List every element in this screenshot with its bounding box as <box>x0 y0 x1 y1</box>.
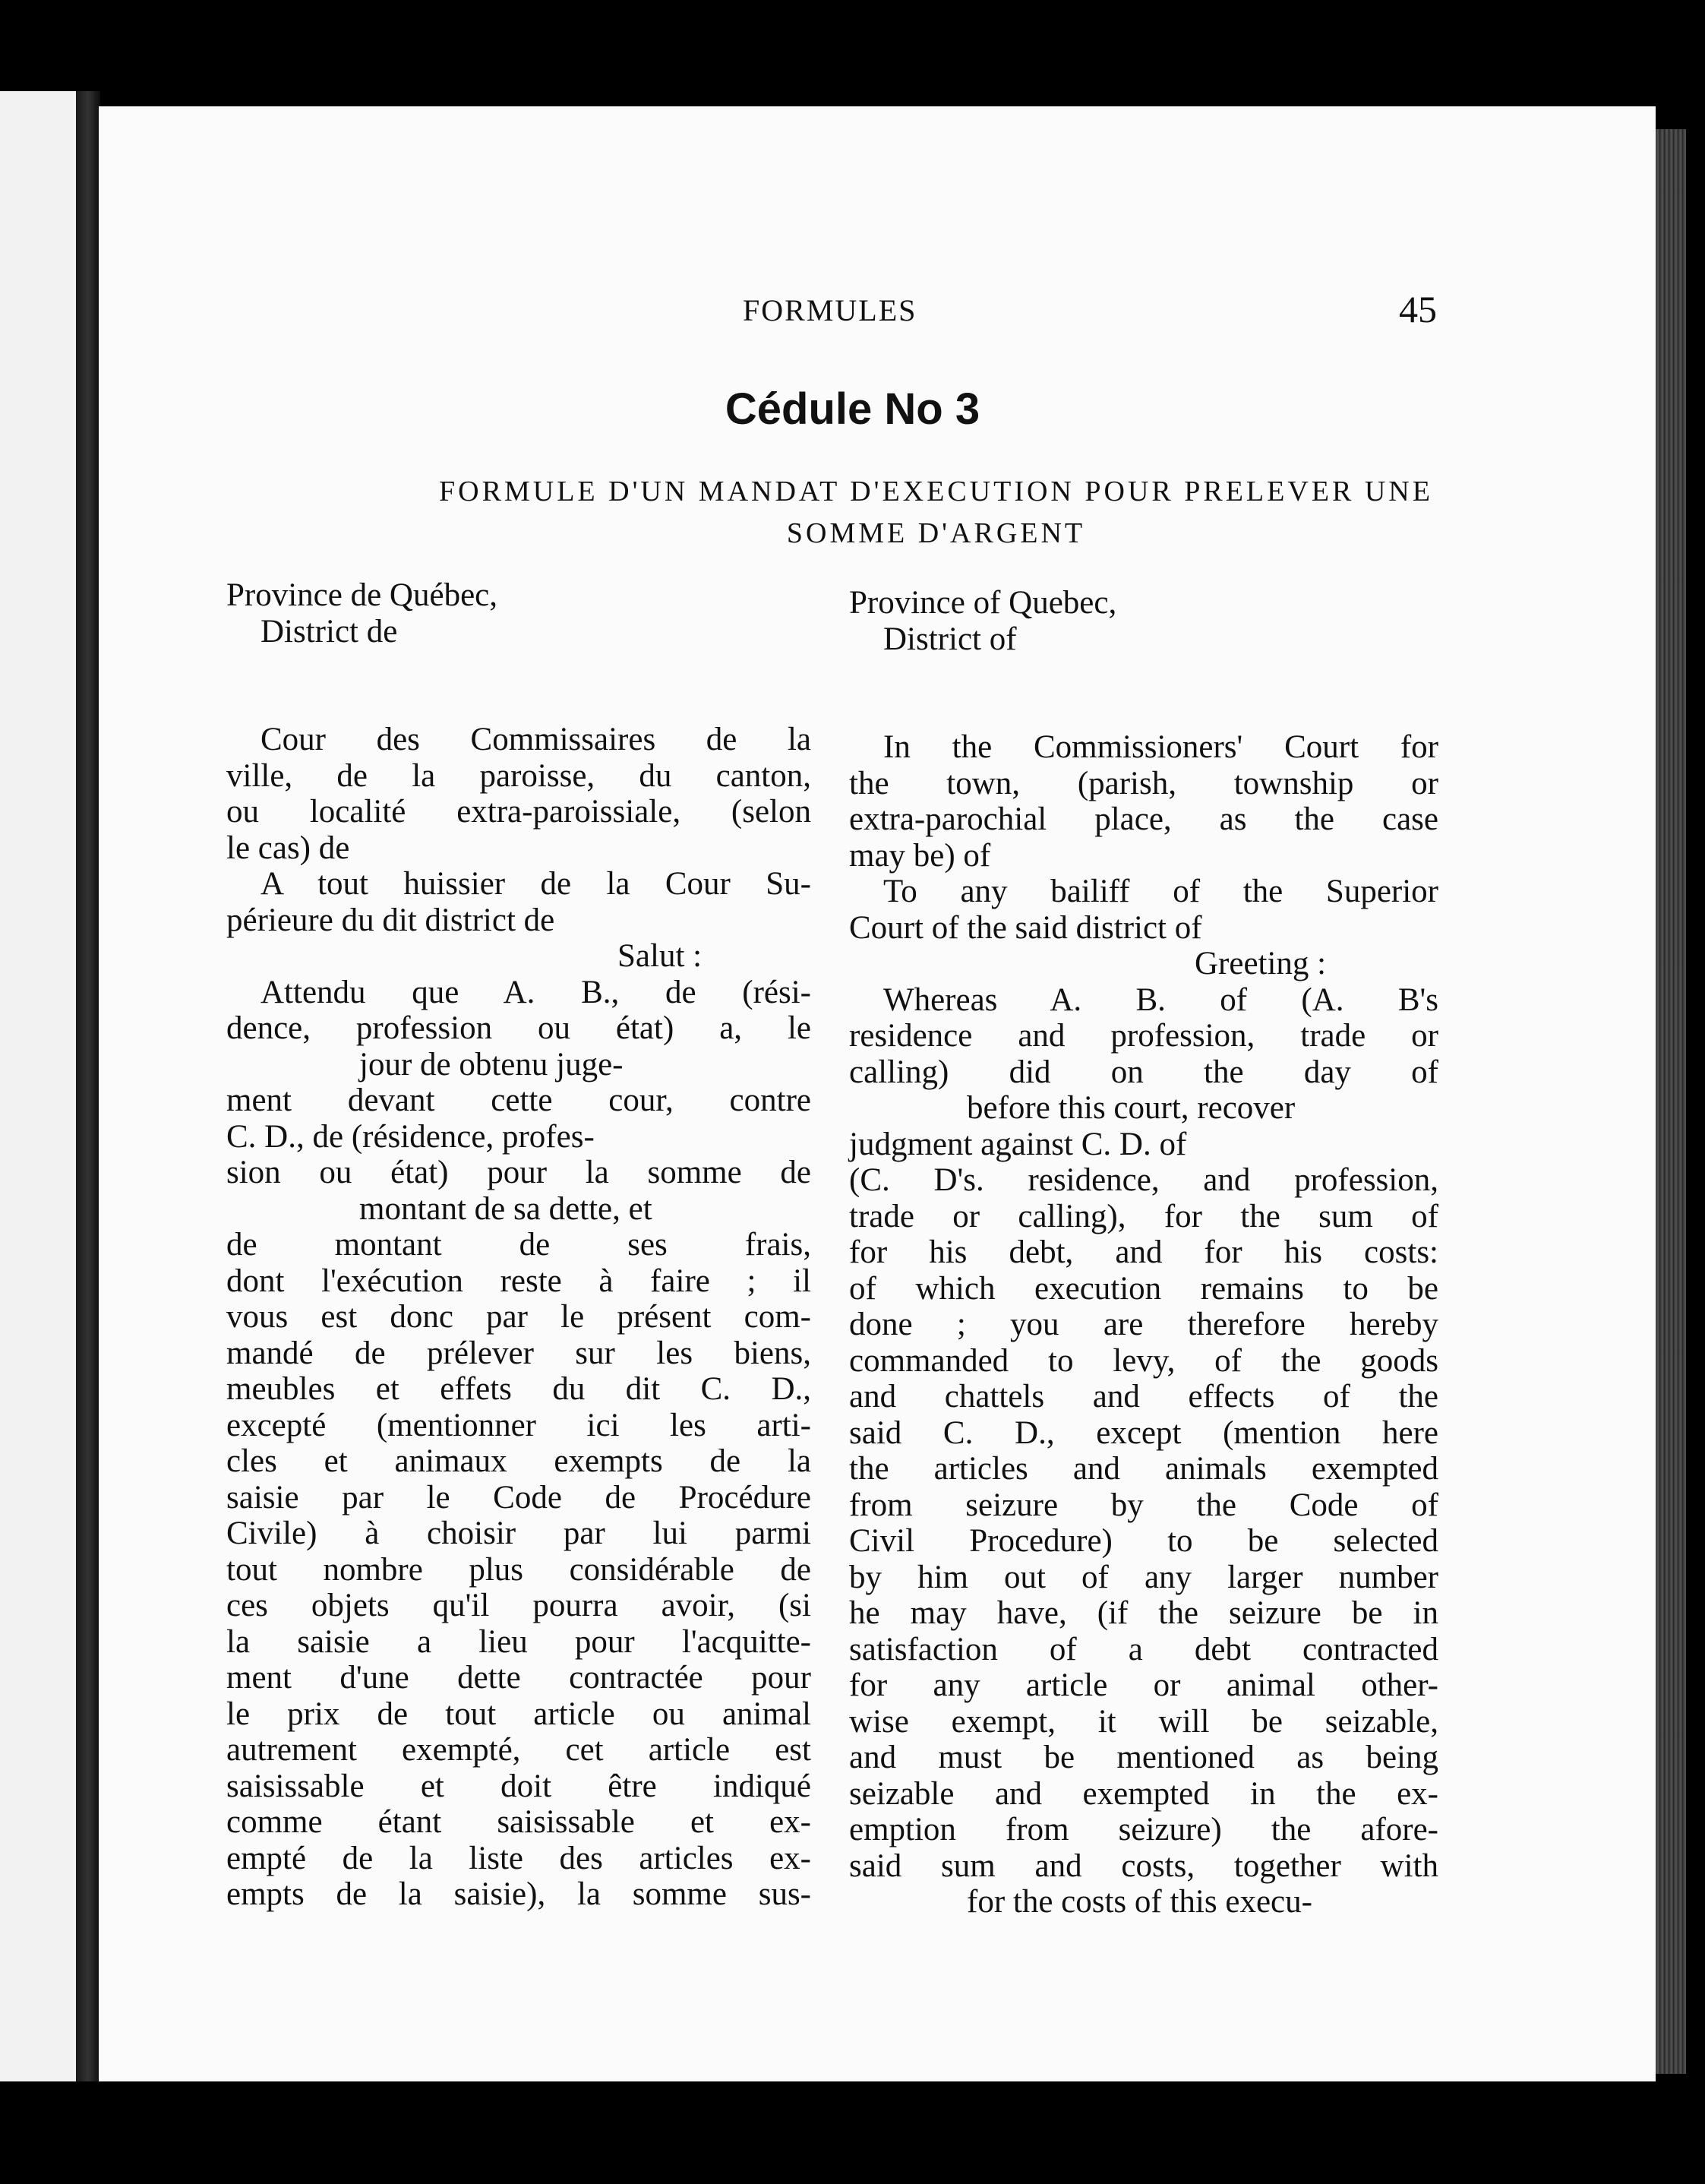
text-line: calling) did on the day of <box>849 1054 1438 1090</box>
text-line: wise exempt, it will be seizable, <box>849 1703 1438 1740</box>
text-line: montant de sa dette, et <box>359 1190 652 1227</box>
text-line: of which execution remains to be <box>849 1270 1438 1307</box>
text-line: ment devant cette cour, contre <box>226 1083 811 1118</box>
text-line: le prix de tout article ou animal <box>226 1696 811 1732</box>
text-line: before this court, recover <box>967 1090 1296 1126</box>
text-line: empté de la liste des articles ex- <box>226 1840 811 1876</box>
text-line: said sum and costs, together with <box>849 1847 1438 1884</box>
text-line: dont l'exécution reste à faire ; il <box>226 1263 811 1299</box>
text-line: Court of the said district of <box>849 909 1202 946</box>
text-line: the town, (parish, township or <box>849 765 1438 801</box>
text-line: mandé de prélever sur les biens, <box>226 1335 811 1371</box>
text-line: for any article or animal other- <box>849 1667 1438 1703</box>
text-line: la saisie a lieu pour l'acquitte- <box>226 1623 811 1660</box>
text-line: cles et animaux exempts de la <box>226 1443 811 1479</box>
text-line: autrement exempté, cet article est <box>226 1732 811 1768</box>
text-line: trade or calling), for the sum of <box>849 1198 1438 1234</box>
text-line: from seizure by the Code of <box>849 1487 1438 1523</box>
text-line: seizable and exempted in the ex- <box>849 1775 1438 1812</box>
text-line: for the costs of this execu- <box>967 1884 1312 1920</box>
text-line: judgment against C. D. of <box>849 1126 1187 1162</box>
text-line: Province de Québec, <box>226 577 497 613</box>
text-line: vous est donc par le présent com- <box>226 1299 811 1335</box>
text-line: (C. D's. residence, and profession, <box>849 1162 1438 1198</box>
text-line: empts de la saisie), la somme sus- <box>226 1876 811 1912</box>
text-line: comme étant saisissable et ex- <box>226 1804 811 1840</box>
text-line: A tout huissier de la Cour Su- <box>260 866 811 902</box>
spacer <box>226 650 811 722</box>
text-line: the articles and animals exempted <box>849 1451 1438 1487</box>
text-line: District of <box>883 621 1017 657</box>
text-line: ou localité extra-paroissiale, (selon <box>226 794 811 830</box>
french-column <box>226 577 811 1913</box>
text-line: le cas) de <box>226 830 350 866</box>
running-head: FORMULES <box>743 293 917 327</box>
text-line: said C. D., except (mention here <box>849 1414 1438 1451</box>
english-column <box>849 585 1438 1920</box>
text-line: extra-parochial place, as the case <box>849 801 1438 837</box>
text-line: Civil Procedure) to be selected <box>849 1523 1438 1559</box>
text-line: Province of Quebec, <box>849 585 1117 621</box>
text-line: Greeting : <box>1195 946 1327 981</box>
text-line: Civile) à choisir par lui parmi <box>226 1516 811 1551</box>
text-line: In the Commissioners' Court for <box>883 729 1438 765</box>
text-line: residence and profession, trade or <box>849 1018 1438 1054</box>
text-line: Cour des Commissaires de la <box>260 722 811 757</box>
text-line: satisfaction of a debt contracted <box>849 1631 1438 1667</box>
text-line: emption from seizure) the afore- <box>849 1812 1438 1847</box>
text-line: done ; you are therefore hereby <box>849 1307 1438 1342</box>
text-line: dence, profession ou état) a, le <box>226 1010 811 1046</box>
text-line: périeure du dit district de <box>226 902 555 938</box>
text-line: sion ou état) pour la somme de <box>226 1155 811 1190</box>
text-line: tout nombre plus considérable de <box>226 1551 811 1588</box>
text-line: de montant de ses frais, <box>226 1227 811 1263</box>
text-line: C. D., de (résidence, profes- <box>226 1118 595 1155</box>
text-line: saisie par le Code de Procédure <box>226 1479 811 1516</box>
text-line: Whereas A. B. of (A. B's <box>883 981 1438 1018</box>
text-line: saisissable et doit être indiqué <box>226 1768 811 1804</box>
form-subtitle-line-1: FORMULE D'UN MANDAT D'EXECUTION POUR PRELEVER UNE <box>439 476 1433 507</box>
text-line: ces objets qu'il pourra avoir, (si <box>226 1588 811 1623</box>
text-line: jour de obtenu juge- <box>359 1046 624 1083</box>
text-line: commanded to levy, of the goods <box>849 1342 1438 1379</box>
text-line: and chattels and effects of the <box>849 1379 1438 1414</box>
text-line: ment d'une dette contractée pour <box>226 1660 811 1696</box>
text-line: and must be mentioned as being <box>849 1740 1438 1775</box>
text-line: for his debt, and for his costs: <box>849 1234 1438 1270</box>
text-line: by him out of any larger number <box>849 1559 1438 1595</box>
text-line: excepté (mentionner ici les arti- <box>226 1407 811 1443</box>
text-line: To any bailiff of the Superior <box>883 874 1438 909</box>
schedule-title: Cédule No 3 <box>725 384 980 434</box>
text-line: he may have, (if the seizure be in <box>849 1595 1438 1631</box>
text-line: may be) of <box>849 837 991 874</box>
text-line: Attendu que A. B., de (rési- <box>260 974 811 1010</box>
text-line: meubles et effets du dit C. D., <box>226 1371 811 1407</box>
text-line: ville, de la paroisse, du canton, <box>226 757 811 794</box>
spacer <box>849 657 1438 729</box>
page-number: 45 <box>1399 288 1437 330</box>
form-subtitle-line-2: SOMME D'ARGENT <box>786 517 1086 549</box>
text-line: Salut : <box>617 938 703 974</box>
text-line: District de <box>260 613 398 650</box>
